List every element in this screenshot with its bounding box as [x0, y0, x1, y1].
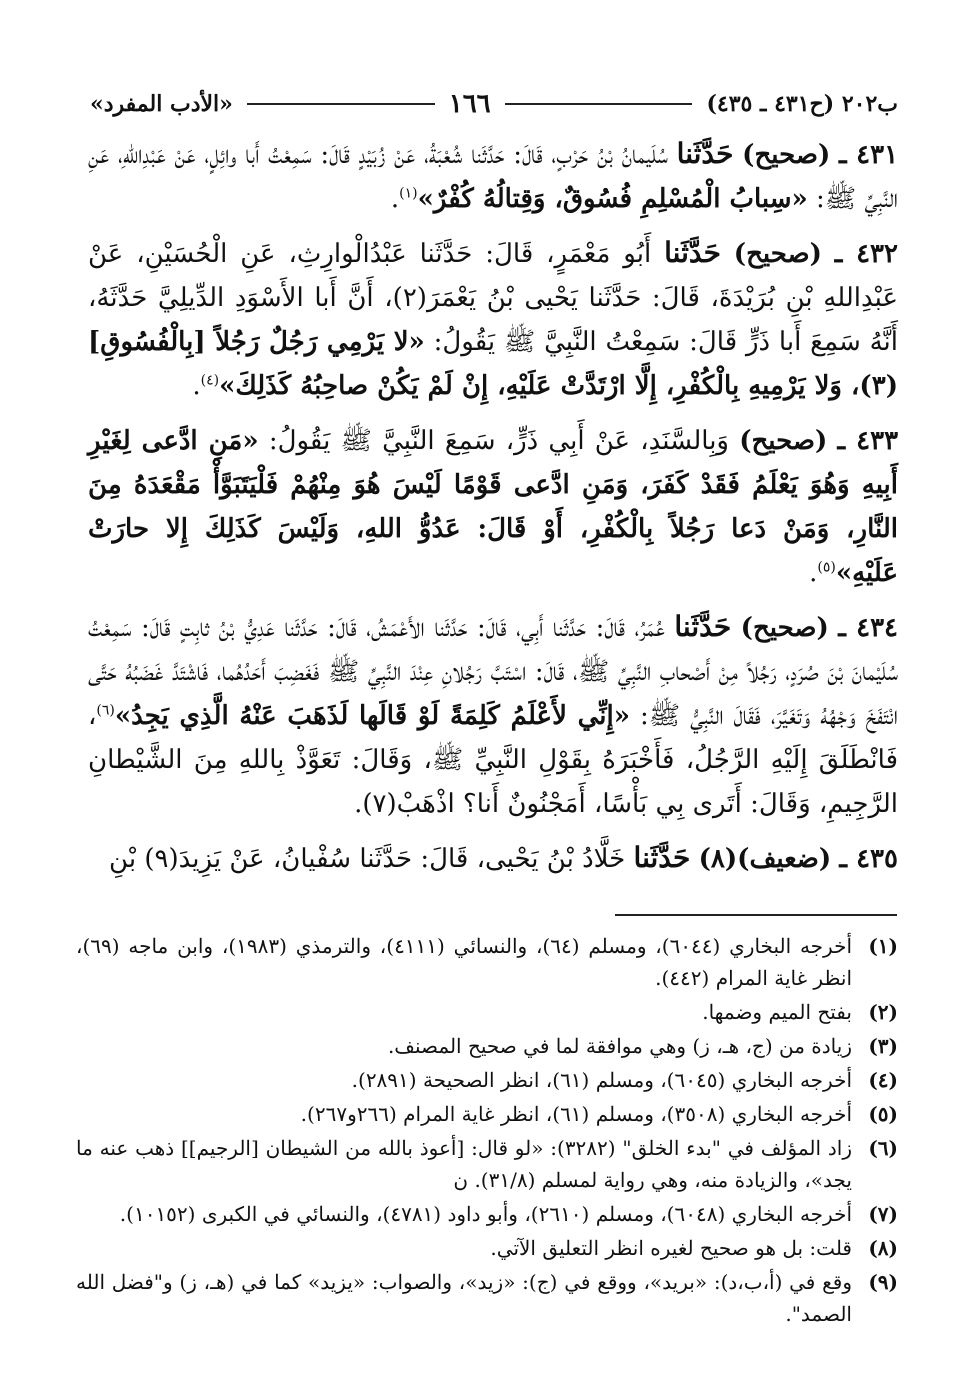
hadith-grade: (صحيح) — [742, 140, 831, 170]
footnote-text: أخرجه البخاري (٦٠٤٨)، ومسلم (٢٦١٠)، وأبو داود (٤٧٨١)، والنسائي في الكبرى (١٠١٥٢). — [119, 1202, 852, 1226]
hadith-matn: «إِنِّي لأَعْلَمُ كَلِمَةً لَوْ قَالَها لَذَهَبَ عَنْهُ الَّذِي يَجِدُ» — [114, 701, 631, 731]
hadith-matn: «سِبابُ الْمُسْلِمِ فُسُوقٌ، وَقِتالُهُ كُفْرٌ» — [417, 184, 808, 214]
footnote-number: (٢) — [868, 1000, 898, 1024]
footnote-text: زيادة من (ج، هـ، ز) وهي موافقة لما في صحيح المصنف. — [387, 1034, 852, 1058]
footnote-item — [76, 1064, 898, 1096]
footnote-item — [76, 996, 898, 1028]
footnote-number: (٣) — [868, 1034, 898, 1058]
footnote-text: وقع في (أ،ب،د): «بريد»، ووقع في (ج): «زيد»، والصواب: «يزيد» كما في (هـ، ز) و"فضل الله الصمد". — [76, 1270, 852, 1326]
hadith-grade: (صحيح) — [733, 239, 822, 269]
header-hadith-range: ب٢٠٢ (ح٤٣١ ـ ٤٣٥) — [706, 91, 898, 117]
hadith-isnad: وَبِالسَّنَدِ، عَنْ أَبِي ذَرٍّ، سَمِعَ النَّبِيَّ ﷺ يَقُولُ: — [268, 426, 729, 456]
footnote-number: (٤) — [868, 1068, 898, 1092]
header-book-title: «الأدب المفرد» — [89, 91, 233, 117]
footnote-item — [76, 1132, 898, 1196]
hadith-431 — [88, 132, 898, 221]
footnote-text: زاد المؤلف في "بدء الخلق" (٣٢٨٢): «لو قال: [أعوذ بالله من الشيطان [الرجيم]] ذهب عنه ما يجد»، والزيادة منه، وهي رواية لمسلم (٣١/٨). ن — [76, 1136, 853, 1192]
footnote-text: قلت: بل هو صحيح لغيره انظر التعليق الآتي. — [490, 1236, 852, 1260]
header-rule-left — [247, 103, 435, 105]
footnote-ref: (٤) — [200, 372, 220, 389]
hadith-tail: . — [809, 558, 818, 588]
hadith-matn: «لا يَرْمِي رَجُلٌ رَجُلاً [بِالْفُسُوقِ](٣)، وَلا يَرْمِيهِ بِالْكُفْرِ، إِلَّا ارْتَدَّتْ عَلَيْهِ، إِنْ لَمْ يَكُنْ صاحِبُهُ كَذَلِكَ» — [88, 327, 898, 401]
hadith-grade: (ضعيف)(٨) — [698, 844, 832, 874]
hadith-433 — [88, 418, 898, 595]
hadith-tail: ، فَانْطَلَقَ إِلَيْهِ الرَّجُلُ، فَأَخْبَرَهُ بِقَوْلِ النَّبِيِّ ﷺ، وَقَالَ: تَعَوَّذْ بِاللهِ مِنَ الشَّيْطانِ الرَّجِيمِ، وَقَالَ: أَتَرى بِي بَأْسًا، أَمَجْنُونٌ أَنا؟ اذْهَبْ(٧). — [88, 701, 898, 819]
haddathana: حَدَّثَنا — [676, 137, 734, 170]
hadith-number: ٤٣٢ ـ — [834, 239, 898, 269]
footnote-item — [76, 1098, 898, 1130]
footnote-item — [76, 1266, 898, 1330]
footnote-ref: (٦) — [96, 702, 115, 719]
footnote-number: (١) — [868, 934, 898, 958]
hadith-isnad: أَبُو مَعْمَرٍ، قَالَ: حَدَّثَنا عَبْدُالْوارِثِ، عَنِ الْحُسَيْنِ، عَنْ عَبْدِاللهِ بْنِ بُرَيْدَةَ، قَالَ: حَدَّثَنا يَحْيى بْنُ يَعْمَرَ(٢)، أَنَّ أَبا الأَسْوَدِ الدِّيلِيَّ حَدَّثَهُ، أَنَّهُ سَمِعَ أَبا ذَرٍّ قَالَ: سَمِعْتُ النَّبِيَّ ﷺ يَقُولُ: — [88, 239, 899, 357]
hadith-435 — [88, 836, 898, 881]
footnote-ref: (٥) — [817, 559, 836, 576]
footnote-item — [76, 1030, 898, 1062]
hadith-body — [88, 132, 898, 891]
footnote-item — [76, 930, 898, 994]
haddathana: حَدَّثَنا — [633, 841, 691, 874]
hadith-isnad: عُمَرُ، قَالَ: حَدَّثَنا أَبِي، قَالَ: حَدَّثَنا الأَعْمَشُ، قَالَ: حَدَّثَنا عَدِيُّ بْنُ ثابِتٍ قَالَ: سَمِعْتُ سُلَيْمانَ بْنَ صُرَدٍ، رَجُلاً مِنْ أَصْحابِ النَّبِيِّ ﷺ، قَالَ: اسْتَبَّ رَجُلانِ عِنْدَ النَّبِيِّ ﷺ فَغَضِبَ أَحَدُهُما، فَاشْتَدَّ غَضَبُهُ حَتَّى انْتَفَخَ وَجْهُهُ وَتَغَيَّرَ، فَقَالَ النَّبِيُّ ﷺ: — [88, 613, 899, 731]
footnote-item — [76, 1232, 898, 1264]
footnote-text: بفتح الميم وضمها. — [702, 1000, 852, 1024]
footnote-ref: (١) — [399, 185, 418, 202]
hadith-434 — [88, 605, 898, 826]
haddathana: حَدَّثَنا — [674, 610, 732, 643]
footnote-number: (٨) — [868, 1236, 898, 1260]
hadith-tail: . — [390, 184, 400, 214]
hadith-number: ٤٣٣ ـ — [837, 426, 899, 456]
footnote-number: (٧) — [868, 1202, 898, 1226]
footnotes — [76, 930, 898, 1332]
header-rule-right — [505, 103, 693, 105]
footnote-text: أخرجه البخاري (٦٠٤٤)، ومسلم (٦٤)، والنسائي (٤١١١)، والترمذي (١٩٨٣)، وابن ماجه (٦٩)، انظر غاية المرام (٤٤٢). — [76, 934, 853, 990]
hadith-number: ٤٣٤ ـ — [838, 613, 899, 643]
hadith-tail: . — [192, 371, 201, 401]
footnote-number: (٦) — [868, 1136, 898, 1160]
footnote-item — [76, 1198, 898, 1230]
hadith-number: ٤٣٥ ـ — [839, 844, 898, 874]
footnote-text: أخرجه البخاري (٦٠٤٥)، ومسلم (٦١)، انظر الصحيحة (٢٨٩١). — [351, 1068, 852, 1092]
footnote-separator — [615, 914, 897, 916]
hadith-matn: «مَنِ ادَّعى لِغَيْرِ أَبِيهِ وَهُوَ يَعْلَمُ فَقَدْ كَفَرَ، وَمَنِ ادَّعى قَوْمًا لَيْسَ هُوَ مِنْهُمْ فَلْيَتَبَوَّأْ مَقْعَدَهُ مِنَ النَّارِ، وَمَنْ دَعا رَجُلاً بِالْكُفْرِ، أَوْ قَالَ: عَدُوُّ اللهِ، وَلَيْسَ كَذَلِكَ إِلا حارَتْ عَلَيْهِ» — [88, 426, 898, 588]
footnote-text: أخرجه البخاري (٣٥٠٨)، ومسلم (٦١)، انظر غاية المرام (٢٦٦و٢٦٧). — [300, 1102, 852, 1126]
hadith-grade: (صحيح) — [740, 613, 829, 643]
footnote-number: (٥) — [868, 1102, 898, 1126]
hadith-isnad: سُلَيمانُ بْنُ حَرْبٍ، قَالَ: حَدَّثَنا شُعْبَةُ، عَنْ زُبَيْدٍ قَالَ: سَمِعْتُ أَبا وائِلٍ، عَنْ عَبْدِاللهِ، عَنِ النَّبِيِّ ﷺ: — [88, 140, 898, 214]
page-number: ١٦٦ — [448, 89, 491, 119]
hadith-432 — [88, 231, 898, 408]
hadith-grade: (صحيح) — [739, 426, 828, 456]
page-header — [90, 84, 898, 124]
hadith-isnad: خَلَّادُ بْنُ يَحْيى، قَالَ: حَدَّثَنا سُفْيانُ، عَنْ يَزِيدَ(٩) بْنِ — [109, 844, 626, 874]
haddathana: حَدَّثَنا — [664, 236, 721, 269]
hadith-number: ٤٣١ ـ — [839, 140, 899, 170]
footnote-number: (٩) — [868, 1270, 898, 1294]
